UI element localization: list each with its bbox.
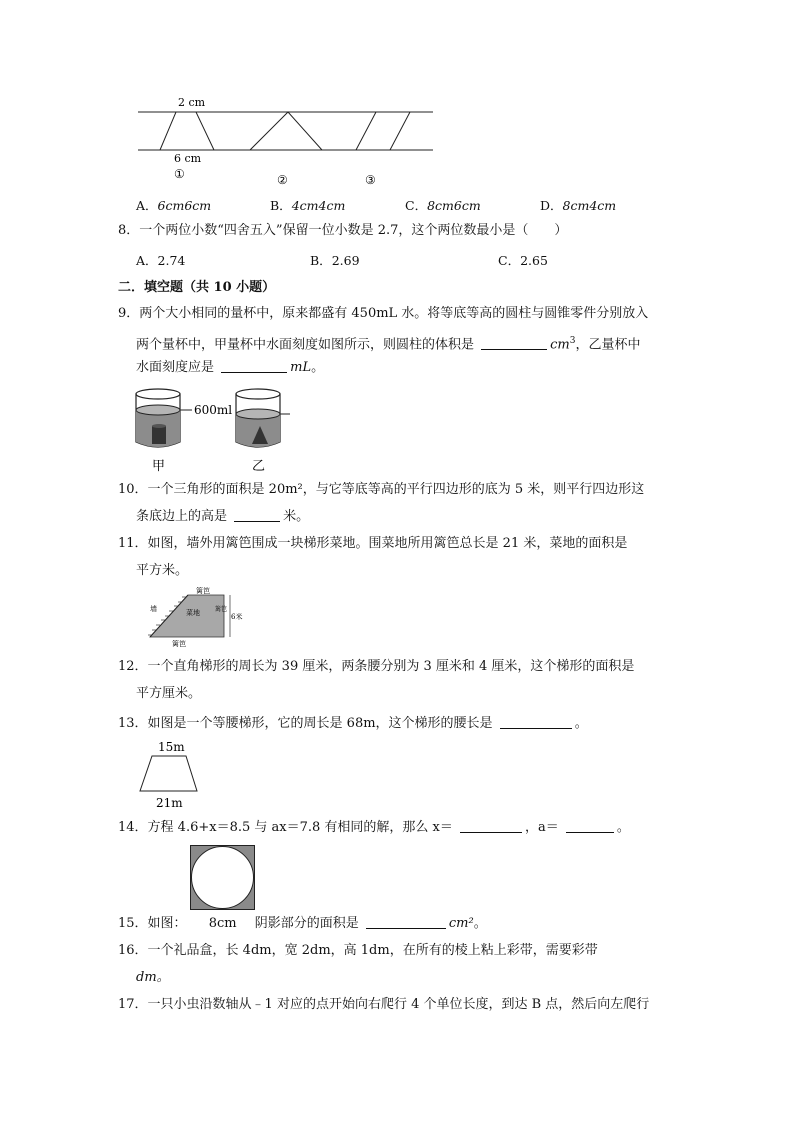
q10-line1: 10．一个三角形的面积是 20m²，与它等底等高的平行四边形的底为 5 米，则平行四边形这	[118, 482, 645, 497]
q9-cups-figure	[132, 386, 302, 472]
q15-line: 15．如图： 8cm 阴影部分的面积是 cm²。	[118, 916, 487, 931]
q11-figure	[138, 585, 248, 649]
q8-option-c[interactable]: C．2.65	[498, 253, 548, 268]
q17-line1: 17．一只小虫沿数轴从﹣1 对应的点开始向右爬行 4 个单位长度，到达 B 点，然后向左爬行	[118, 997, 650, 1012]
q13-blank[interactable]	[500, 714, 572, 729]
q15-fig-label: 8cm	[208, 916, 237, 931]
q11-line2: 平方米。	[136, 563, 189, 578]
q11-height: 6米	[231, 613, 243, 621]
q10-blank[interactable]	[234, 507, 280, 522]
q11-fence-bottom: 篱笆	[172, 640, 186, 648]
q16-line2: dm。	[136, 970, 170, 985]
section-heading: 二．填空题（共 10 小题）	[118, 280, 276, 295]
q7-top-label: 2 cm	[178, 96, 206, 109]
q11-fence-right: 篱笆	[215, 606, 228, 613]
q9-blank-1[interactable]	[481, 335, 547, 350]
q13-line1: 13．如图是一个等腰梯形，它的周长是 68m，这个梯形的腰长是 。	[118, 716, 588, 731]
q7-option-a[interactable]: A．6cm6cm	[136, 198, 212, 213]
q7-option-b[interactable]: B．4cm4cm	[270, 198, 346, 213]
q15-figure	[190, 845, 256, 911]
q7-figure	[130, 92, 440, 188]
q9-cup1-name: 甲	[152, 459, 166, 472]
q9-blank-2[interactable]	[221, 358, 287, 373]
q12-line2: 平方厘米。	[136, 686, 202, 701]
q9-line2: 两个量杯中，甲量杯中水面刻度如图所示，则圆柱的体积是 $cm^3$，乙量杯中	[136, 336, 641, 353]
q11-fence-top: 篱笆	[196, 587, 210, 595]
q13-bottom: 21m	[156, 796, 183, 810]
q11-line1: 11．如图，墙外用篱笆围成一块梯形菜地。围菜地所用篱笆总长是 21 米，菜地的面积是	[118, 536, 628, 551]
q7-bottom-label: 6 cm	[174, 152, 202, 165]
q8-option-a[interactable]: A．2.74	[136, 253, 186, 268]
q7-marker-1: ①	[174, 167, 185, 181]
q9-line3: 水面刻度应是 mL。	[136, 360, 325, 375]
q11-wall: 墙	[150, 605, 157, 613]
q9-cup2-name: 乙	[252, 459, 266, 472]
q12-line1: 12．一个直角梯形的周长为 39 厘米，两条腰分别为 3 厘米和 4 厘米，这个梯形的面积是	[118, 659, 635, 674]
q14-line: 14．方程 4.6+x＝8.5 与 ax＝7.8 有相同的解，那么 x＝ ，a＝ 。	[118, 820, 630, 835]
q7-option-c[interactable]: C．8cm6cm	[405, 198, 481, 213]
q7-marker-3: ③	[365, 173, 376, 187]
q16-line1: 16．一个礼品盒，长 4dm，宽 2dm，高 1dm，在所有的棱上粘上彩带，需要彩带	[118, 943, 598, 958]
q9-line1: 9．两个大小相同的量杯中，原来都盛有 450mL 水。将等底等高的圆柱与圆锥零件分别放入	[118, 306, 649, 321]
q7-option-d[interactable]: D．8cm4cm	[540, 198, 617, 213]
q7-marker-2: ②	[277, 173, 288, 187]
q15-blank[interactable]	[366, 914, 446, 929]
q11-field: 菜地	[186, 609, 200, 617]
q8-option-b[interactable]: B．2.69	[310, 253, 360, 268]
q13-top: 15m	[158, 740, 185, 754]
q14-blank-x[interactable]	[460, 818, 522, 833]
q8-text: 8．一个两位小数“四舍五入”保留一位小数是 2.7，这个两位数最小是（ ）	[118, 223, 568, 238]
q10-line2: 条底边上的高是 米。	[136, 509, 310, 524]
q9-cup-label: 600ml	[194, 403, 233, 417]
q14-blank-a[interactable]	[566, 818, 614, 833]
q13-figure	[130, 737, 212, 811]
